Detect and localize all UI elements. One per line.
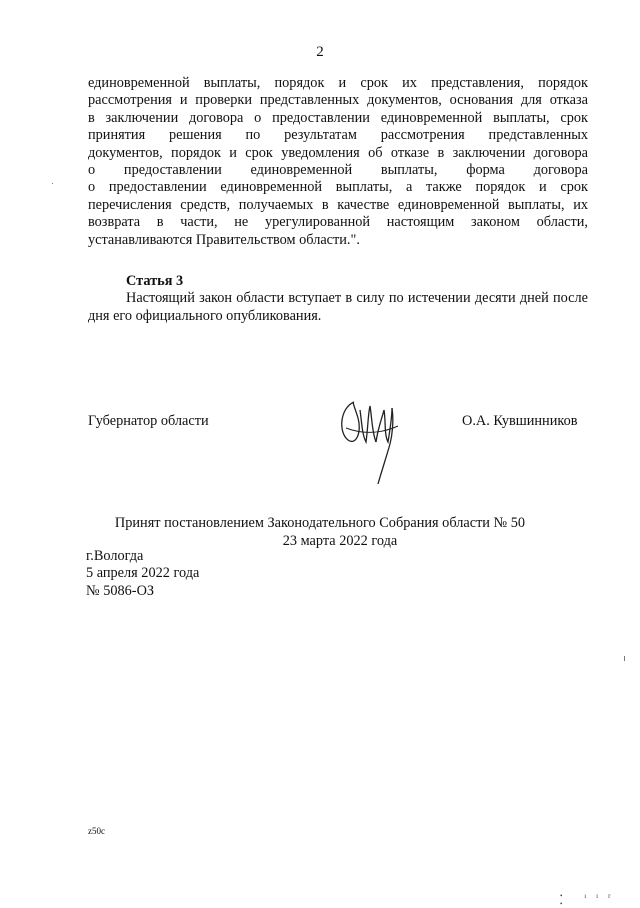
place-city: г.Вологда (86, 548, 144, 564)
governor-title: Губернатор области (88, 413, 209, 429)
text-line: устанавливаются Правительством области.". (88, 231, 360, 248)
article-title: Статья 3 (126, 273, 184, 289)
signature-image (332, 388, 412, 488)
text-line: документов, порядок и срок уведомления об отказе в заключении договора (88, 144, 588, 161)
text-line: единовременной выплаты, порядок и срок их представления, порядок (88, 75, 588, 91)
scan-marks: • ıır • (560, 892, 621, 908)
text-line: перечисления средств, получаемых в качестве единовременной выплаты, их (88, 196, 588, 213)
scan-dot (624, 656, 625, 661)
text-line: принятия решения по результатам рассмотрения представленных (88, 127, 588, 144)
adoption-line: Принят постановлением Законодательного Собрания области № 50 (114, 515, 526, 531)
text-line: о предоставлении единовременной выплаты, форма договора (88, 162, 588, 179)
text-line: рассмотрения и проверки представленных документов, основания для отказа (88, 92, 588, 109)
law-number: № 5086-ОЗ (86, 582, 155, 599)
article-text: Настоящий закон области вступает в силу по истечении десяти дней после дня его официального опубликования. (88, 290, 588, 324)
article-3 (88, 273, 588, 325)
law-text-continuation (88, 75, 588, 249)
text-line: в заключении договора о предоставлении единовременной выплаты, срок (88, 109, 588, 126)
footer-code: z50c (88, 826, 105, 836)
page-number: 2 (316, 44, 324, 60)
scan-dot (52, 183, 53, 184)
governor-name: О.А. Кувшинников (462, 413, 578, 429)
place-block (86, 548, 199, 600)
adoption-date: 23 марта 2022 года (282, 533, 398, 549)
text-line: возврата в части, не урегулированной настоящим законом области, (88, 214, 588, 231)
text-line: о предоставлении единовременной выплаты, а также порядок и срок (88, 179, 588, 196)
place-date: 5 апреля 2022 года (86, 565, 200, 582)
